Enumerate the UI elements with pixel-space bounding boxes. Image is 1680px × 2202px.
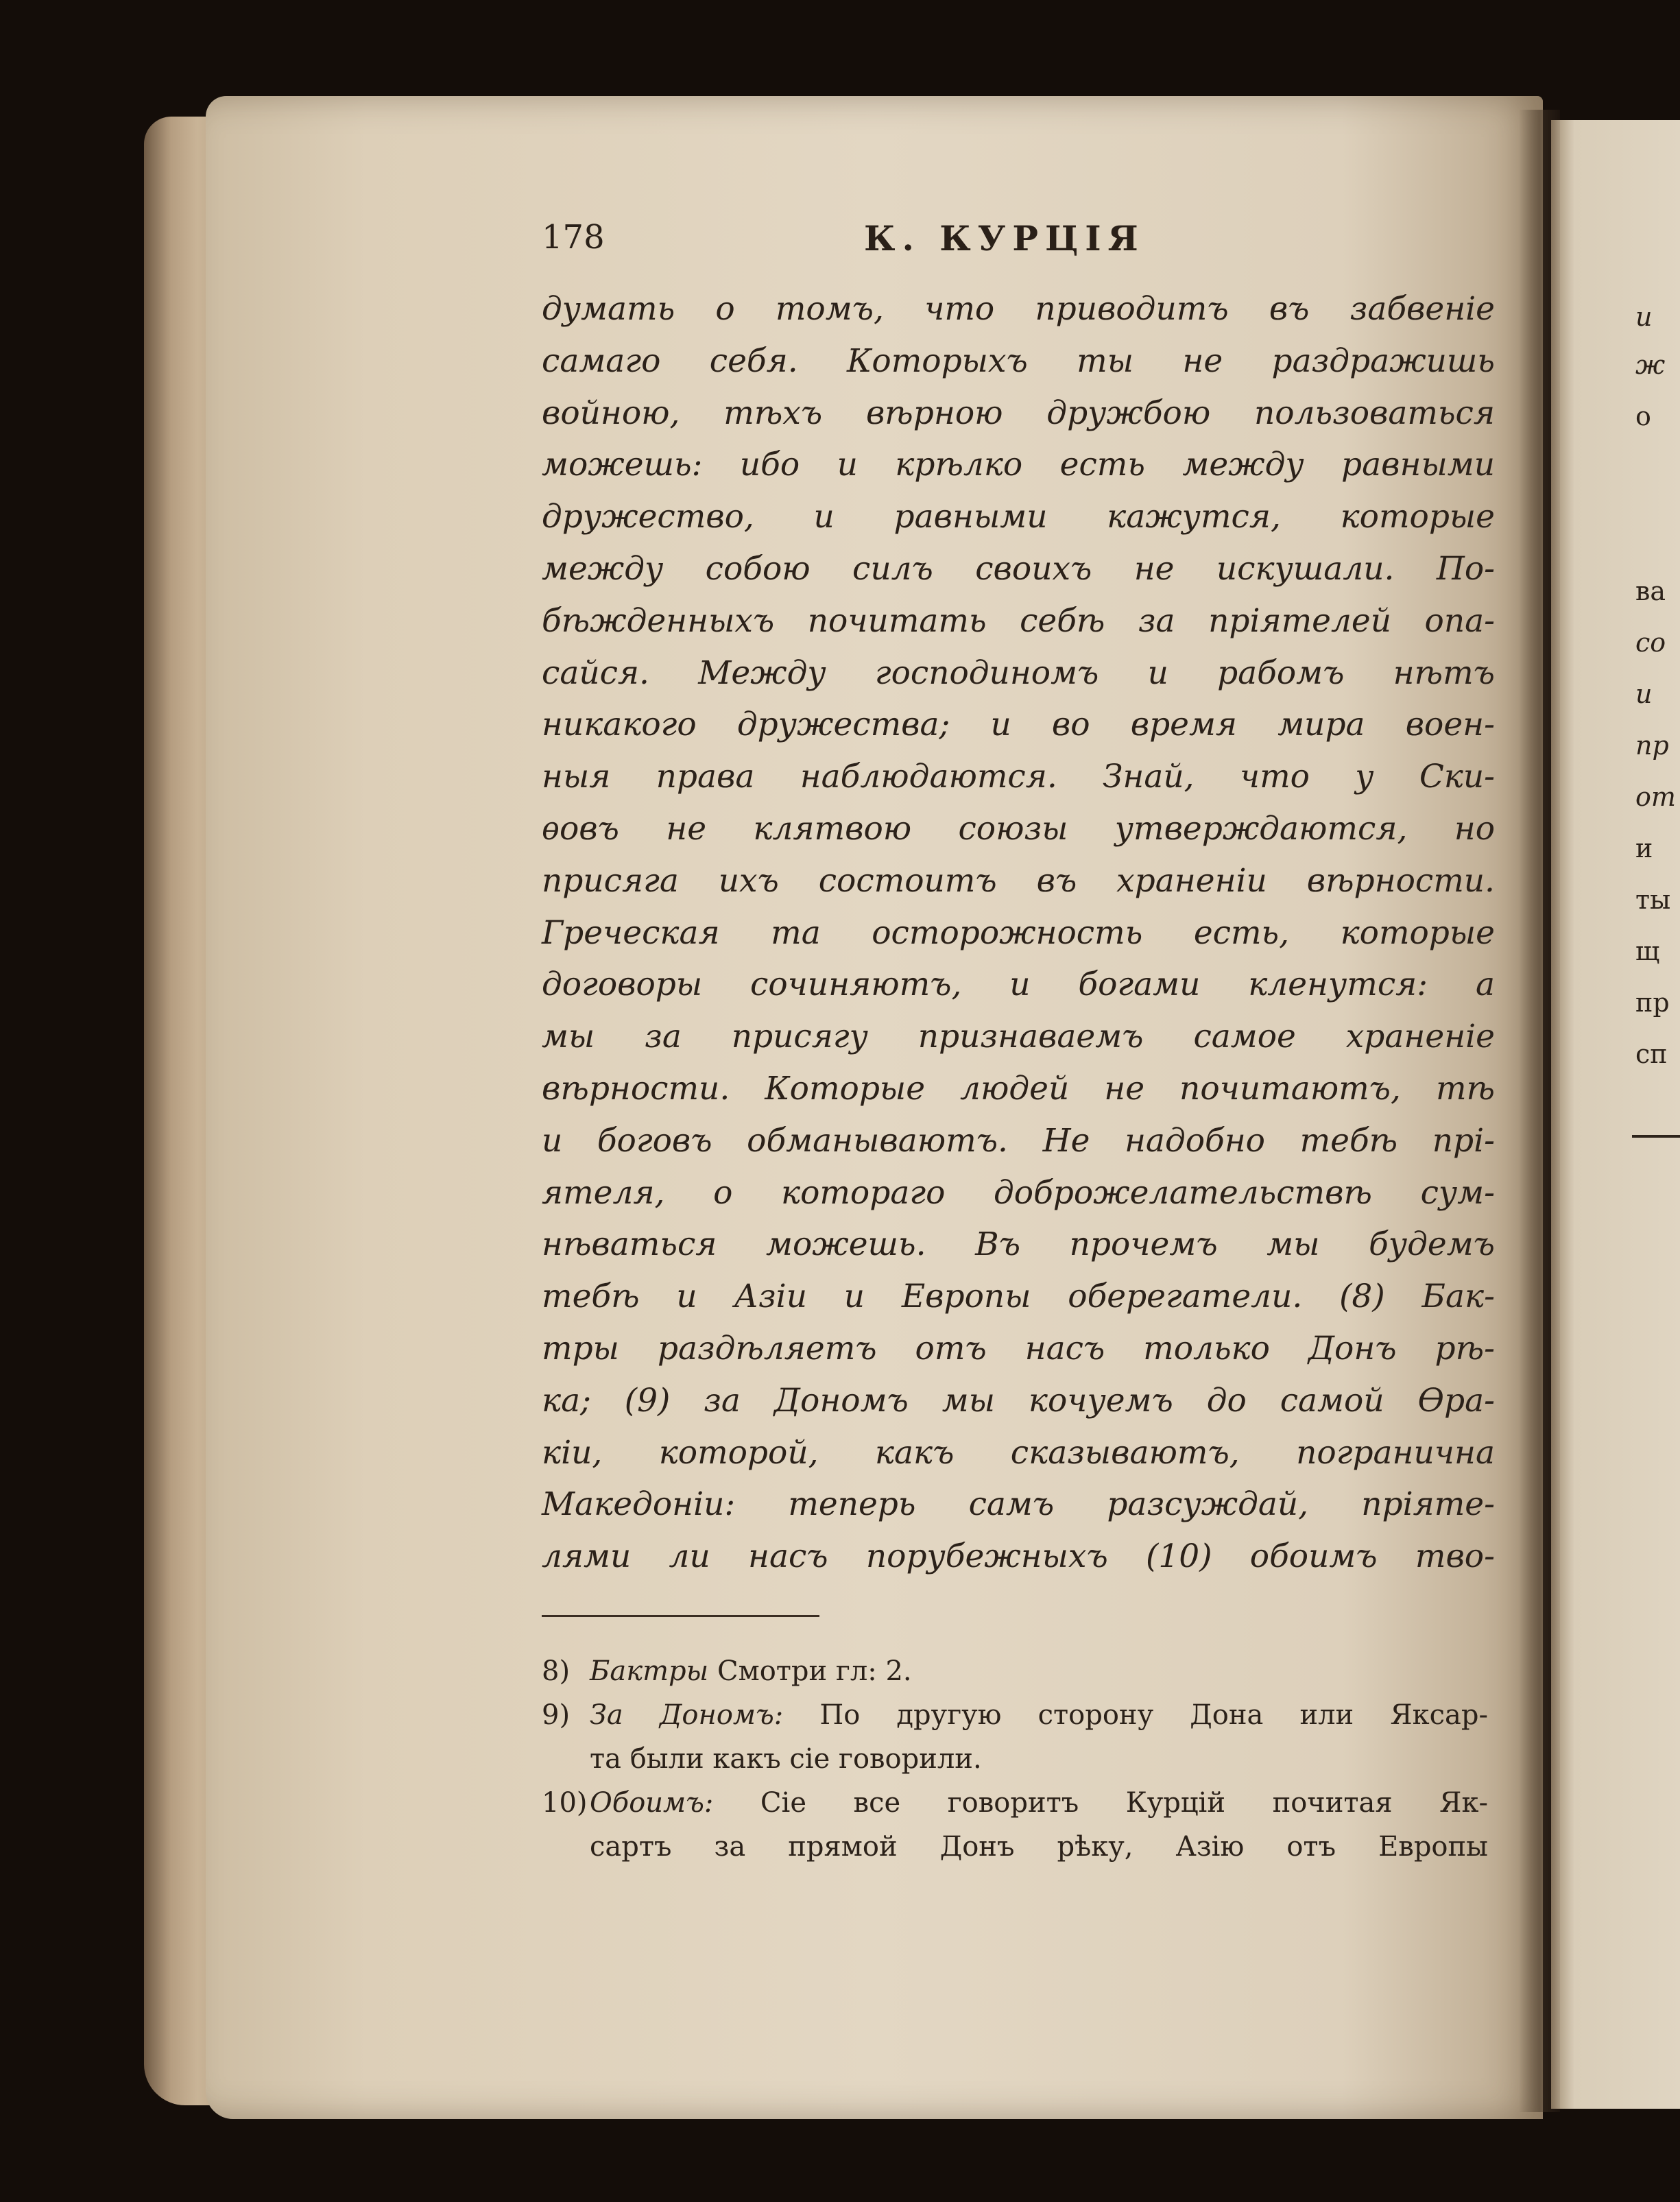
main-text: [542, 283, 1495, 1583]
text-line: дружество, и равными кажутся, которые: [542, 498, 1495, 536]
text-line: нѣваться можешь. Въ прочемъ мы будемъ: [542, 1225, 1495, 1264]
facing-fragment: пр: [1635, 988, 1670, 1018]
facing-fragment: ва: [1635, 576, 1666, 606]
book-gutter: [1519, 110, 1560, 2112]
facing-fragment: ж: [1635, 350, 1666, 380]
text-line: Греческая та осторожность есть, которые: [542, 913, 1495, 952]
footnote-continuation: сартъ за прямой Донъ рѣку, Азію отъ Европы: [590, 1831, 1488, 1863]
facing-fragment: от: [1635, 782, 1676, 812]
footnote-first-line: [542, 1693, 1488, 1737]
footnote-10: [542, 1781, 1488, 1869]
text-line: никакого дружества; и во время мира воен-: [542, 706, 1495, 744]
footnotes: [542, 1649, 1488, 1869]
facing-fragment: щ: [1635, 936, 1660, 966]
text-line: тебѣ и Азіи и Европы оберегатели. (8) Бак-: [542, 1278, 1495, 1316]
text-line: вѣрности. Которые людей не почитаютъ, тѣ: [542, 1069, 1495, 1108]
footnote-continuation: та были какъ сіе говорили.: [590, 1743, 982, 1775]
text-line: ѳовъ не клятвою союзы утверждаются, но: [542, 809, 1495, 848]
footnote-text: По другую сторону Дона или Яксар-: [819, 1699, 1488, 1731]
facing-page-text: [1635, 0, 1680, 2202]
text-line: и боговъ обманываютъ. Не надобно тебѣ прі-: [542, 1121, 1495, 1160]
facing-fragment: и: [1635, 679, 1653, 709]
running-title: К. КУРЦІЯ: [864, 218, 1145, 259]
text-line: договоры сочиняютъ, и богами кленутся: а: [542, 966, 1495, 1004]
text-line: между собою силъ своихъ не искушали. По-: [542, 549, 1495, 588]
text-line: можешь: ибо и крѣлко есть между равными: [542, 446, 1495, 484]
footnote-keyword: Обоимъ:: [590, 1787, 714, 1819]
footnote-first-line: [542, 1649, 1488, 1693]
text-line: присяга ихъ состоитъ въ храненіи вѣрности.: [542, 861, 1495, 900]
text-line: ятеля, о котораго доброжелательствѣ сум-: [542, 1173, 1495, 1212]
footnote-9: [542, 1693, 1488, 1781]
text-line: ка; (9) за Дономъ мы кочуемъ до самой Ѳра-: [542, 1381, 1495, 1420]
facing-page-rule: [1632, 1135, 1680, 1138]
footnote-number: 10): [542, 1787, 588, 1819]
text-line: мы за присягу признаваемъ самое храненіе: [542, 1018, 1495, 1056]
footnote-number: 8): [542, 1655, 571, 1687]
facing-fragment: и: [1635, 833, 1653, 863]
page-header: [542, 218, 1502, 273]
text-line: ныя права наблюдаются. Знай, что у Ски-: [542, 758, 1495, 796]
facing-fragment: ты: [1635, 885, 1671, 915]
text-line: сайся. Между господиномъ и рабомъ нѣтъ: [542, 654, 1495, 692]
facing-fragment: пр: [1635, 730, 1669, 761]
footnote-text: Сіе все говоритъ Курцій почитая Як-: [760, 1787, 1489, 1819]
footnote-divider: [542, 1615, 819, 1617]
text-line: лями ли насъ порубежныхъ (10) обоимъ тво-: [542, 1537, 1495, 1576]
text-line: самаго себя. Которыхъ ты не раздражишь: [542, 342, 1495, 380]
text-line: бѣжденныхъ почитать себѣ за пріятелей опа-: [542, 601, 1495, 640]
text-line: Македоніи: теперь самъ разсуждай, пріяте-: [542, 1485, 1495, 1524]
facing-fragment: сп: [1635, 1039, 1668, 1069]
text-line: кіи, которой, какъ сказываютъ, погранична: [542, 1433, 1495, 1472]
text-line: тры раздѣляетъ отъ насъ только Донъ рѣ-: [542, 1329, 1495, 1367]
footnote-keyword: За Дономъ:: [590, 1699, 784, 1731]
footnote-text: Смотри гл: 2.: [717, 1655, 912, 1687]
footnote-keyword: Бактры: [590, 1655, 709, 1687]
facing-fragment: и: [1635, 302, 1653, 332]
page-number: 178: [542, 218, 605, 256]
facing-fragment: о: [1635, 401, 1651, 431]
text-line: войною, тѣхъ вѣрною дружбою пользоваться: [542, 394, 1495, 432]
footnote-number: 9): [542, 1699, 571, 1731]
footnote-8: [542, 1649, 1488, 1693]
footnote-first-line: [542, 1781, 1488, 1825]
text-line: думать о томъ, что приводитъ въ забвеніе: [542, 290, 1495, 328]
facing-fragment: со: [1635, 627, 1666, 658]
